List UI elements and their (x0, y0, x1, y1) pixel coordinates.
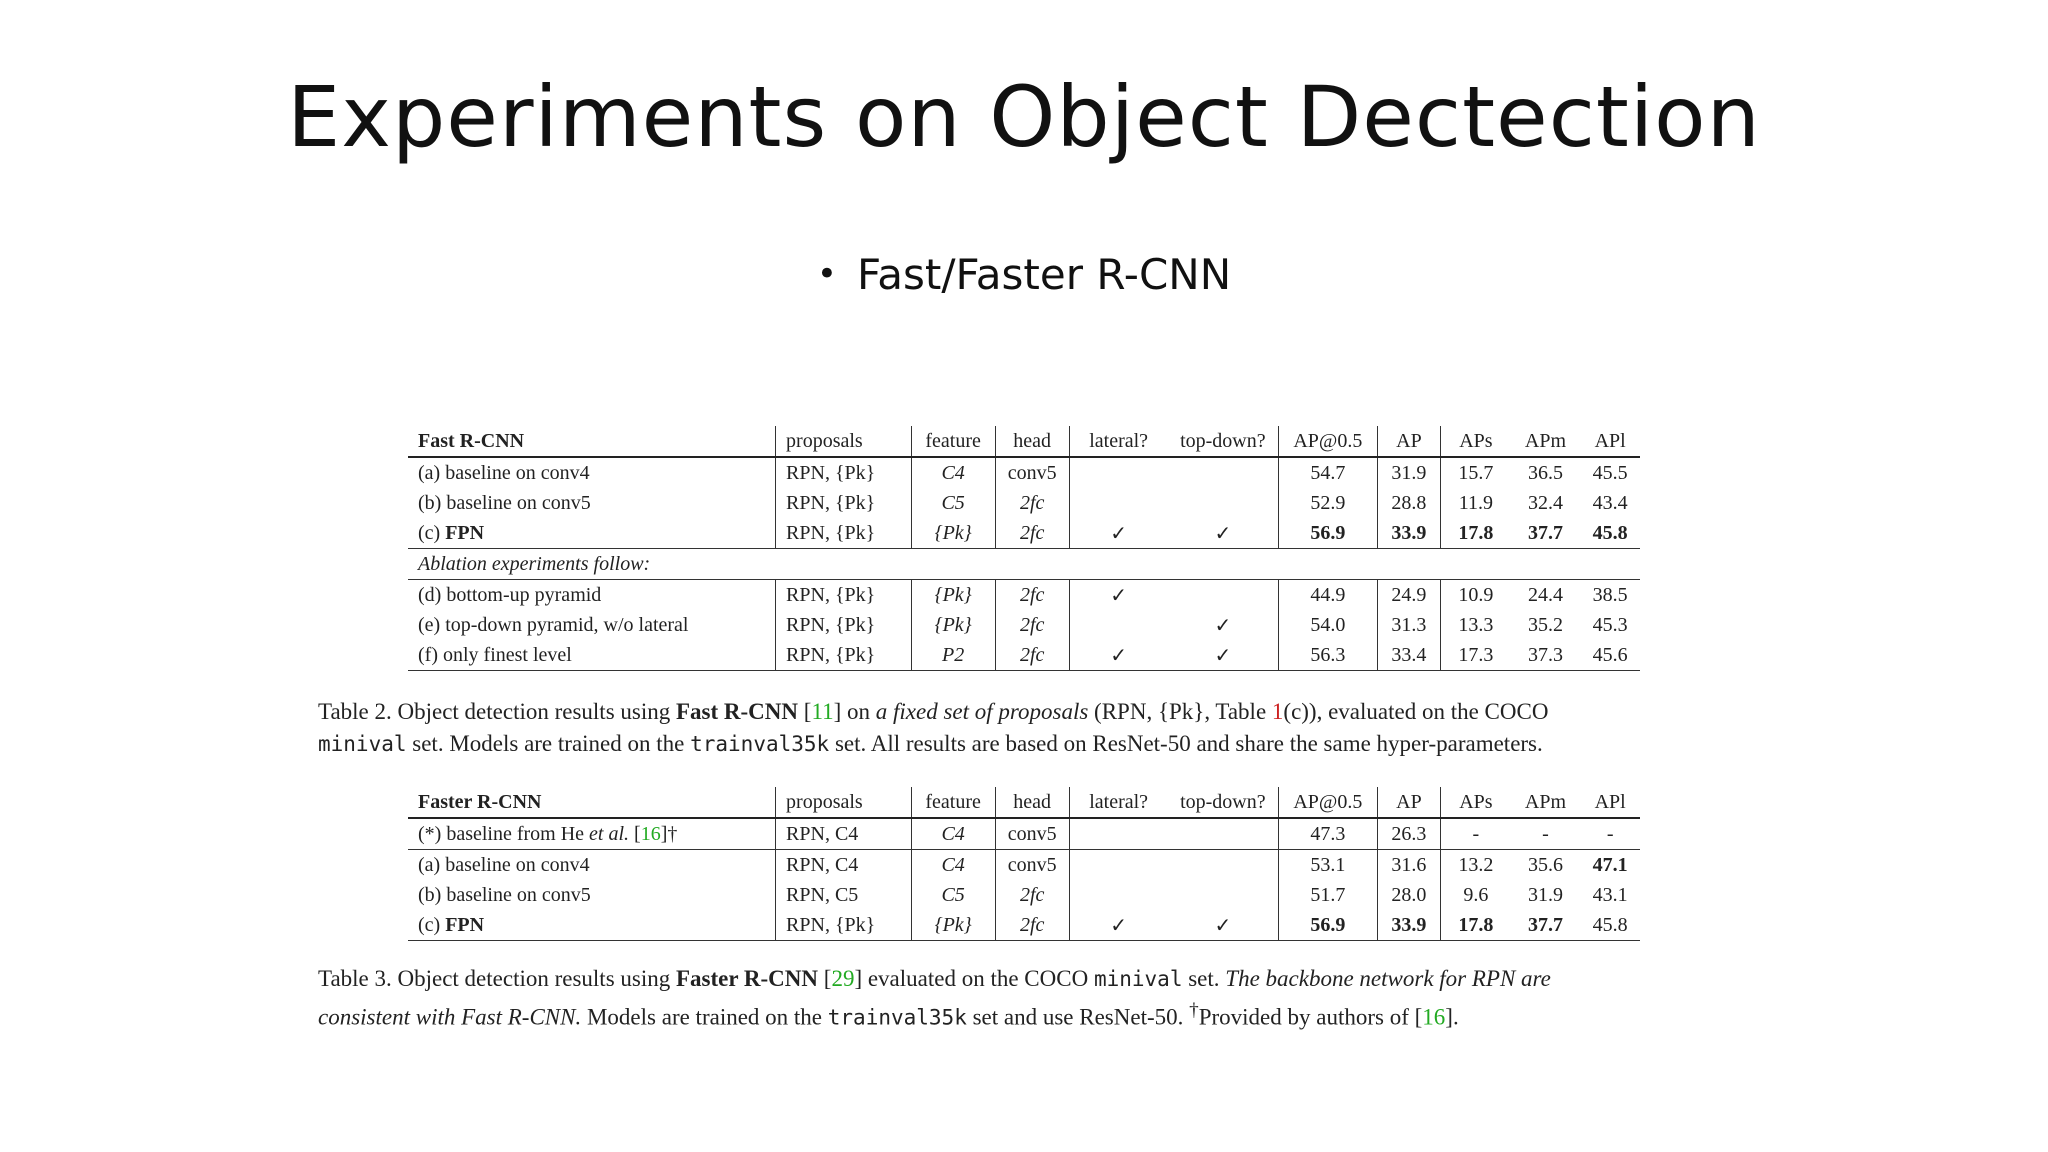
table-row (408, 850, 1640, 881)
cell-ap50: 54.7 (1279, 457, 1378, 488)
cell-head: 2fc (995, 518, 1069, 549)
caption-text: ]. (1445, 1004, 1459, 1030)
caption-line (318, 995, 1738, 1034)
header-cell: AP (1377, 787, 1441, 818)
cell-ap50: 51.7 (1279, 880, 1378, 910)
table-row (408, 610, 1640, 640)
cell-proposals: RPN, C5 (776, 880, 912, 910)
header-cell: AP@0.5 (1279, 426, 1378, 457)
caption-bold: Faster R-CNN (676, 966, 819, 991)
row-name (408, 818, 776, 850)
table-header-row (408, 426, 1640, 457)
header-cell: head (995, 787, 1069, 818)
caption-text: (RPN, {Pk}, Table (1088, 699, 1272, 724)
cell-apm: 35.2 (1527, 613, 1563, 636)
cell-lateral (1069, 610, 1168, 640)
cell-apm: 37.7 (1511, 910, 1581, 941)
cell-topdown (1168, 818, 1279, 850)
cell-feature: C5 (911, 880, 995, 910)
cell-proposals: RPN, {Pk} (776, 457, 912, 488)
cell-apl: 45.5 (1592, 461, 1628, 484)
cell-aps: - (1441, 818, 1511, 850)
cell-topdown (1168, 850, 1279, 881)
row-name-bold: FPN (445, 521, 485, 544)
caption-text: Table 3. Object detection results using (318, 966, 676, 991)
caption-text: [ (818, 966, 832, 991)
caption-text: set. All results are based on ResNet-50 and share the same hyper-parameters. (829, 731, 1543, 756)
cell-aps: 17.3 (1441, 640, 1511, 671)
cell-ap50: 56.3 (1279, 640, 1378, 671)
cell-lateral (1069, 488, 1168, 518)
table-ref-link[interactable]: 1 (1271, 699, 1284, 724)
header-cell: top-down? (1168, 787, 1279, 818)
header-cell: AP (1377, 426, 1441, 457)
cell-lateral (1069, 850, 1168, 881)
table-title: Faster R-CNN (408, 787, 776, 818)
cell-apl: 38.5 (1592, 583, 1628, 606)
cell-apm: 36.5 (1527, 461, 1563, 484)
table-row (408, 488, 1640, 518)
header-cell: APs (1441, 787, 1511, 818)
cell-feature: P2 (911, 640, 995, 671)
caption-mono: minival (318, 732, 407, 756)
caption-bold: Fast R-CNN (676, 699, 799, 724)
header-cell: APs (1441, 426, 1511, 457)
row-name-prefix: (c) (418, 521, 446, 544)
cell-feature: C4 (911, 818, 995, 850)
cell-lateral (1069, 818, 1168, 850)
row-name: (a) baseline on conv4 (418, 853, 590, 876)
header-cell: APl (1580, 426, 1640, 457)
cell-feature: {Pk} (911, 580, 995, 611)
row-name (408, 518, 776, 549)
cell-apl: 45.8 (1580, 518, 1640, 549)
table-row (408, 457, 1640, 488)
table-row (408, 880, 1640, 910)
caption-line (318, 696, 1738, 728)
row-name: (b) baseline on conv5 (418, 491, 591, 514)
cell-apl: 43.1 (1592, 883, 1628, 906)
row-name: (d) bottom-up pyramid (418, 583, 602, 606)
ablation-label: Ablation experiments follow: (408, 549, 1640, 580)
bullet-dot-icon: • (816, 254, 837, 294)
cell-proposals: RPN, {Pk} (776, 610, 912, 640)
cell-head: conv5 (995, 818, 1069, 850)
ablation-row (408, 549, 1640, 580)
cell-feature: C4 (911, 457, 995, 488)
header-cell: feature (911, 787, 995, 818)
row-name: (a) baseline on conv4 (418, 461, 590, 484)
caption-line (318, 963, 1738, 995)
caption-mono: minival (1093, 967, 1183, 991)
cell-ap50: 53.1 (1279, 850, 1378, 881)
cell-head: 2fc (995, 880, 1069, 910)
caption-text: set. Models are trained on the (406, 731, 691, 756)
cell-topdown (1168, 880, 1279, 910)
table3-caption (318, 963, 1738, 1034)
cell-aps: 9.6 (1441, 880, 1511, 910)
cell-topdown: ✓ (1168, 910, 1279, 941)
cell-apm: 32.4 (1527, 491, 1563, 514)
cell-apl: 43.4 (1592, 491, 1628, 514)
table-row (408, 518, 1640, 549)
cell-aps: 11.9 (1441, 488, 1511, 518)
cell-head: 2fc (995, 580, 1069, 611)
cell-head: conv5 (995, 457, 1069, 488)
cell-apl: - (1580, 818, 1640, 850)
cell-aps: 13.2 (1441, 850, 1511, 881)
table-header-row (408, 787, 1640, 818)
cell-apl: 47.1 (1592, 853, 1628, 876)
caption-line (318, 728, 1738, 760)
row-name: (f) only finest level (408, 640, 776, 671)
faster-rcnn-table (408, 787, 1640, 941)
cell-ap50: 52.9 (1279, 488, 1378, 518)
caption-mono: trainval35k (690, 732, 830, 756)
cell-topdown (1168, 488, 1279, 518)
cell-feature: C5 (911, 488, 995, 518)
cell-ap: 28.0 (1377, 880, 1441, 910)
cell-ap50: 47.3 (1279, 818, 1378, 850)
cell-proposals: RPN, {Pk} (776, 580, 912, 611)
fast-rcnn-table (408, 426, 1640, 671)
cell-feature: C4 (911, 850, 995, 881)
header-cell: AP@0.5 (1279, 787, 1378, 818)
caption-text: Models are trained on the (581, 1004, 828, 1030)
cell-lateral (1069, 457, 1168, 488)
cell-apm: - (1511, 818, 1581, 850)
cell-ap50: 44.9 (1279, 580, 1378, 611)
cell-head: 2fc (995, 488, 1069, 518)
row-name-text: [ (629, 822, 641, 845)
caption-text: Provided by authors of [ (1198, 1004, 1423, 1030)
table-row (408, 640, 1640, 671)
citation-link[interactable]: 11 (811, 699, 834, 724)
header-cell: APm (1511, 426, 1581, 457)
caption-text: set. (1182, 966, 1226, 991)
cell-ap: 33.4 (1377, 640, 1441, 671)
cell-head: 2fc (995, 640, 1069, 671)
cell-apm: 31.9 (1527, 883, 1563, 906)
header-cell: lateral? (1069, 426, 1168, 457)
cell-aps: 17.8 (1441, 910, 1511, 941)
cell-apm: 37.7 (1511, 518, 1581, 549)
cell-ap: 31.9 (1377, 457, 1441, 488)
table-title: Fast R-CNN (408, 426, 776, 457)
caption-text: [ (798, 699, 812, 724)
citation-link[interactable]: 29 (831, 966, 855, 991)
cell-proposals: RPN, {Pk} (776, 640, 912, 671)
cell-proposals: RPN, {Pk} (776, 518, 912, 549)
cell-proposals: RPN, C4 (776, 850, 912, 881)
cell-ap: 24.9 (1377, 580, 1441, 611)
cell-ap50: 56.9 (1279, 518, 1378, 549)
cell-topdown: ✓ (1168, 518, 1279, 549)
cell-ap: 31.3 (1377, 610, 1441, 640)
caption-text: ] evaluated on the COCO (854, 966, 1094, 991)
citation-link[interactable]: 16 (640, 822, 661, 845)
cell-apm: 37.3 (1511, 640, 1581, 671)
bullet-item (0, 250, 2048, 299)
cell-head: 2fc (995, 610, 1069, 640)
cell-apm: 35.6 (1527, 853, 1563, 876)
header-cell: proposals (776, 426, 912, 457)
slide-title: Experiments on Object Dectection (287, 68, 1761, 166)
table-row (408, 580, 1640, 611)
cell-lateral (1069, 880, 1168, 910)
header-cell: top-down? (1168, 426, 1279, 457)
citation-link[interactable]: 16 (1422, 1004, 1446, 1030)
cell-lateral: ✓ (1069, 910, 1168, 941)
caption-text: set and use ResNet-50. (966, 1004, 1190, 1030)
row-name-text: ]† (660, 822, 678, 845)
caption-italic: a fixed set of proposals (875, 699, 1089, 724)
cell-apl: 45.8 (1580, 910, 1640, 941)
cell-apl: 45.6 (1580, 640, 1640, 671)
cell-feature: {Pk} (911, 610, 995, 640)
cell-ap: 33.9 (1377, 518, 1441, 549)
cell-proposals: RPN, {Pk} (776, 488, 912, 518)
header-cell: feature (911, 426, 995, 457)
caption-text: Table 2. Object detection results using (318, 699, 676, 724)
cell-lateral: ✓ (1069, 518, 1168, 549)
header-cell: APl (1580, 787, 1640, 818)
cell-lateral: ✓ (1069, 640, 1168, 671)
row-name-italic: et al. (589, 822, 630, 845)
table-row (408, 818, 1640, 850)
cell-lateral: ✓ (1069, 580, 1168, 611)
cell-apm: 24.4 (1527, 583, 1563, 606)
cell-ap50: 56.9 (1279, 910, 1378, 941)
cell-aps: 13.3 (1441, 610, 1511, 640)
header-cell: head (995, 426, 1069, 457)
caption-italic: consistent with Fast R-CNN. (318, 1004, 582, 1030)
caption-text: (c)), evaluated on the COCO (1283, 699, 1549, 724)
table2-caption (318, 696, 1738, 760)
row-name (408, 910, 776, 941)
cell-ap: 28.8 (1377, 488, 1441, 518)
cell-ap: 26.3 (1377, 818, 1441, 850)
cell-apl: 45.3 (1592, 613, 1628, 636)
cell-head: 2fc (995, 910, 1069, 941)
cell-proposals: RPN, C4 (776, 818, 912, 850)
row-name-bold: FPN (445, 913, 485, 936)
cell-feature: {Pk} (911, 910, 995, 941)
cell-topdown (1168, 580, 1279, 611)
cell-aps: 10.9 (1441, 580, 1511, 611)
cell-head: conv5 (995, 850, 1069, 881)
cell-aps: 17.8 (1441, 518, 1511, 549)
cell-topdown: ✓ (1168, 640, 1279, 671)
cell-ap: 31.6 (1377, 850, 1441, 881)
cell-proposals: RPN, {Pk} (776, 910, 912, 941)
cell-feature: {Pk} (911, 518, 995, 549)
header-cell: proposals (776, 787, 912, 818)
caption-italic: The backbone network for RPN are (1225, 966, 1551, 991)
header-cell: APm (1511, 787, 1581, 818)
bullet-text: Fast/Faster R-CNN (856, 250, 1232, 299)
row-name: (e) top-down pyramid, w/o lateral (418, 613, 689, 636)
header-cell: lateral? (1069, 787, 1168, 818)
caption-text: ] on (833, 699, 876, 724)
cell-topdown (1168, 457, 1279, 488)
table-row (408, 910, 1640, 941)
row-name-prefix: (c) (418, 913, 446, 936)
cell-topdown: ✓ (1214, 614, 1232, 637)
row-name: (b) baseline on conv5 (418, 883, 591, 906)
dagger-mark: † (1189, 1000, 1199, 1021)
cell-ap: 33.9 (1377, 910, 1441, 941)
caption-mono: trainval35k (827, 1005, 967, 1030)
row-name-prefix: (*) baseline from He (418, 822, 590, 845)
cell-aps: 15.7 (1441, 457, 1511, 488)
cell-ap50: 54.0 (1279, 610, 1378, 640)
